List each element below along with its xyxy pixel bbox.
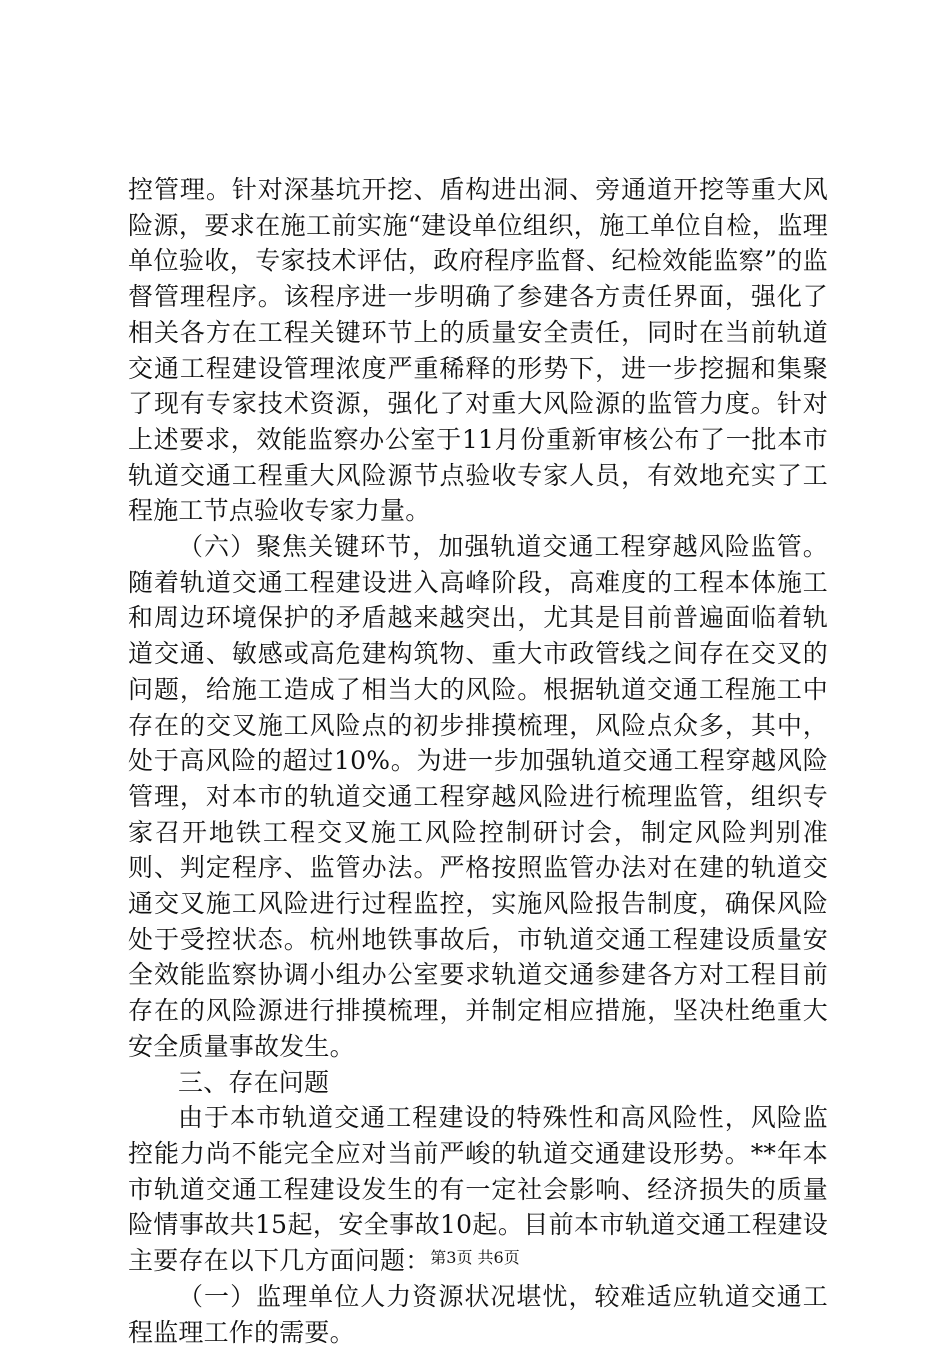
paragraph-continuation: 控管理。针对深基坑开挖、盾构进出洞、旁通道开挖等重大风险源，要求在施工前实施“建设单位组织，施工单位自检，监理单位验收，专家技术评估，政府程序监督、纪检效能监察”的监督管理程序。该程序进一步明确了参建各方责任界面，强化了相关各方在工程关键环节上的质量安全责任，同时在当前轨道交通工程建设管理浓度严重稀释的形势下，进一步挖掘和集聚了现有专家技术资源，强化了对重大风险源的监管力度。针对上述要求，效能监察办公室于11月份重新审核公布了一批本市轨道交通工程重大风险源节点验收专家人员，有效地充实了工程施工节点验收专家力量。 — [128, 175, 828, 526]
paragraph-problem-one: （一）监理单位人力资源状况堪忧，较难适应轨道交通工程监理工作的需要。 — [128, 1281, 828, 1347]
document-body — [128, 172, 828, 1350]
section-heading-existing-problems: 三、存在问题 — [178, 1067, 330, 1097]
paragraph-section-six: （六）聚焦关键环节，加强轨道交通工程穿越风险监管。随着轨道交通工程建设进入高峰阶段，高难度的工程本体施工和周边环境保护的矛盾越来越突出，尤其是目前普遍面临着轨道交通、敏感或高危建构筑物、重大市政管线之间存在交叉的问题，给施工造成了相当大的风险。根据轨道交通工程施工中存在的交叉施工风险点的初步排摸梳理，风险点众多，其中，处于高风险的超过10%。为进一步加强轨道交通工程穿越风险管理，对本市的轨道交通工程穿越风险进行梳理监管，组织专家召开地铁工程交叉施工风险控制研讨会，制定风险判别准则、判定程序、监管办法。严格按照监管办法对在建的轨道交通交叉施工风险进行过程监控，实施风险报告制度，确保风险处于受控状态。杭州地铁事故后，市轨道交通工程建设质量安全效能监察协调小组办公室要求轨道交通参建各方对工程目前存在的风险源进行排摸梳理，并制定相应措施，坚决杜绝重大安全质量事故发生。 — [128, 532, 828, 1061]
paragraph-problems-intro: 由于本市轨道交通工程建设的特殊性和高风险性，风险监控能力尚不能完全应对当前严峻的轨道交通建设形势。**年本市轨道交通工程建设发生的有一定社会影响、经济损失的质量险情事故共15起，安全事故10起。目前本市轨道交通工程建设主要存在以下几方面问题： — [128, 1103, 828, 1276]
page-number-footer: 第3页 共6页 — [430, 1248, 520, 1267]
